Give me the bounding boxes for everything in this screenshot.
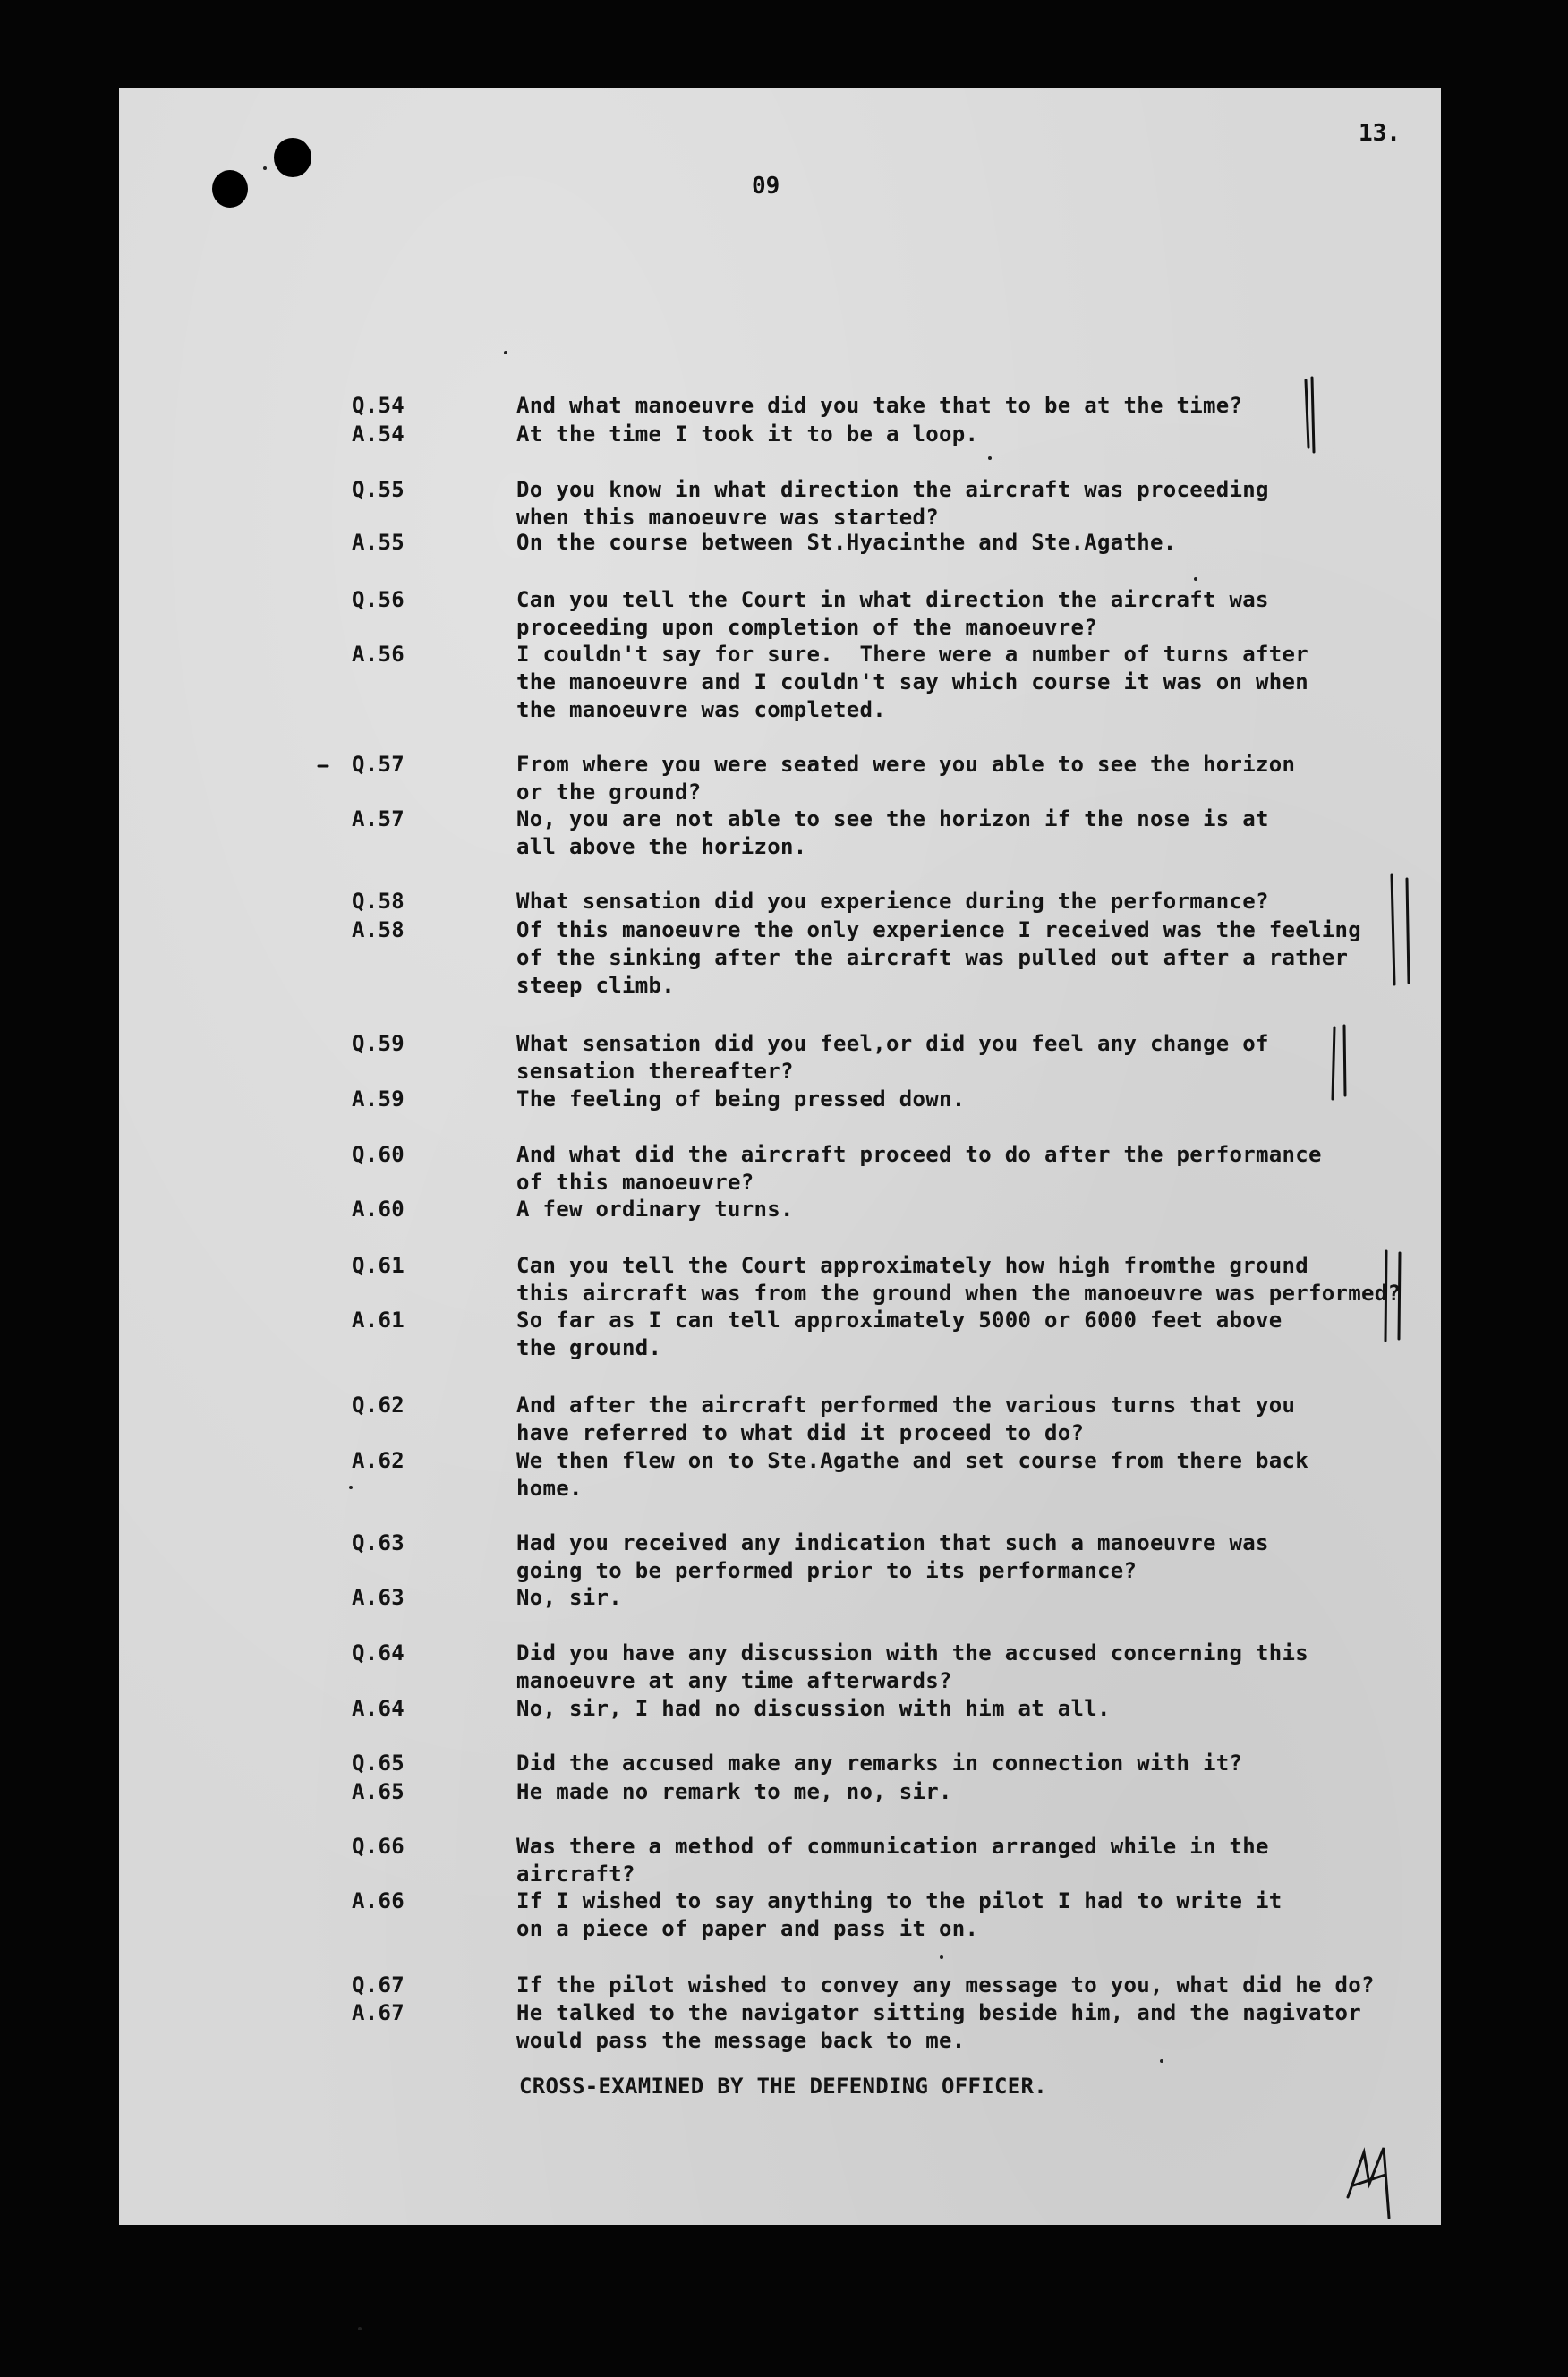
answer-text: the manoeuvre and I couldn't say which course it was on when [516,669,1308,694]
question-number: Q.58 [352,889,405,914]
question-text: Was there a method of communication arranged while in the [516,1834,1269,1859]
answer-number: A.56 [352,642,405,667]
question-text: And what did the aircraft proceed to do after the performance [516,1142,1322,1167]
question-text: aircraft? [516,1862,635,1887]
question-number: Q.60 [352,1142,405,1167]
margin-mark [1306,380,1308,447]
answer-text: So far as I can tell approximately 5000 or 6000 feet above [516,1308,1283,1333]
question-text: And after the aircraft performed the various turns that you [516,1393,1296,1418]
page-number: 13. [1359,120,1401,147]
section-heading: CROSS-EXAMINED BY THE DEFENDING OFFICER. [519,2074,1047,2099]
question-number: Q.64 [352,1640,405,1666]
question-text: Did the accused make any remarks in connection with it? [516,1751,1243,1776]
question-text: What sensation did you experience during the performance? [516,889,1269,914]
question-text: Can you tell the Court approximately how high fromthe ground [516,1253,1308,1278]
answer-text: the manoeuvre was completed. [516,697,886,722]
question-number: Q.65 [352,1751,405,1776]
answer-text: At the time I took it to be a loop. [516,422,979,447]
answer-text: No, sir. [516,1585,622,1610]
question-text: proceeding upon completion of the manoeuvre? [516,615,1097,640]
question-text: Did you have any discussion with the accused concerning this [516,1640,1308,1666]
answer-text: steep climb. [516,973,675,998]
answer-number: A.63 [352,1585,405,1610]
answer-text: of the sinking after the aircraft was pulled out after a rather [516,945,1349,970]
answer-text: all above the horizon. [516,834,807,859]
question-text: going to be performed prior to its performance? [516,1558,1138,1583]
question-number: Q.62 [352,1393,405,1418]
question-text: And what manoeuvre did you take that to be at the time? [516,393,1243,418]
question-number: Q.59 [352,1031,405,1056]
answer-text: home. [516,1476,583,1501]
question-text: Had you received any indication that such a manoeuvre was [516,1530,1269,1555]
answer-number: A.61 [352,1308,405,1333]
answer-number: A.57 [352,806,405,831]
margin-mark [1407,879,1409,983]
question-text: What sensation did you feel,or did you feel any change of [516,1031,1269,1056]
answer-number: A.58 [352,917,405,942]
margin-mark [1399,1253,1400,1339]
question-number: Q.61 [352,1253,405,1278]
initials-mark [1348,2148,1389,2218]
question-number: Q.67 [352,1972,405,1998]
margin-mark [1312,378,1314,452]
question-number: Q.57 [352,752,405,777]
answer-text: would pass the message back to me. [516,2028,966,2053]
answer-text: On the course between St.Hyacinthe and Ste.Agathe. [516,530,1177,555]
question-text: of this manoeuvre? [516,1170,754,1195]
margin-mark [1385,1251,1386,1341]
question-text: when this manoeuvre was started? [516,505,939,530]
folio-number: 09 [752,173,780,200]
answer-text: the ground. [516,1335,662,1360]
answer-text: The feeling of being pressed down. [516,1086,966,1112]
answer-text: If I wished to say anything to the pilot I had to write it [516,1888,1283,1913]
question-text: From where you were seated were you able to see the horizon [516,752,1296,777]
answer-number: A.64 [352,1696,405,1721]
question-number: Q.66 [352,1834,405,1859]
question-text: manoeuvre at any time afterwards? [516,1668,952,1693]
answer-text: A few ordinary turns. [516,1197,794,1222]
answer-number: A.59 [352,1086,405,1112]
question-text: Do you know in what direction the aircraft was proceeding [516,477,1269,502]
answer-number: A.67 [352,2000,405,2025]
answer-number: A.60 [352,1197,405,1222]
margin-mark [1392,875,1394,984]
answer-number: A.62 [352,1448,405,1473]
answer-number: A.55 [352,530,405,555]
answer-text: Of this manoeuvre the only experience I received was the feeling [516,917,1361,942]
answer-text: No, sir, I had no discussion with him at all. [516,1696,1111,1721]
question-number: Q.56 [352,587,405,612]
question-text: have referred to what did it proceed to do? [516,1420,1085,1445]
answer-text: No, you are not able to see the horizon if the nose is at [516,806,1269,831]
margin-mark [1344,1026,1345,1095]
answer-number: A.54 [352,422,405,447]
question-number: Q.54 [352,393,405,418]
question-text: If the pilot wished to convey any message to you, what did he do? [516,1972,1375,1998]
answer-number: A.65 [352,1779,405,1804]
question-number: Q.63 [352,1530,405,1555]
margin-mark [1333,1027,1334,1099]
answer-text: He talked to the navigator sitting beside him, and the nagivator [516,2000,1361,2025]
question-text: this aircraft was from the ground when the manoeuvre was performed? [516,1281,1402,1306]
answer-number: A.66 [352,1888,405,1913]
answer-text: I couldn't say for sure. There were a number of turns after [516,642,1308,667]
question-text: Can you tell the Court in what direction the aircraft was [516,587,1269,612]
question-number: Q.55 [352,477,405,502]
answer-text: on a piece of paper and pass it on. [516,1916,979,1941]
question-text: sensation thereafter? [516,1059,794,1084]
question-text: or the ground? [516,780,702,805]
answer-text: We then flew on to Ste.Agathe and set course from there back [516,1448,1308,1473]
answer-text: He made no remark to me, no, sir. [516,1779,952,1804]
